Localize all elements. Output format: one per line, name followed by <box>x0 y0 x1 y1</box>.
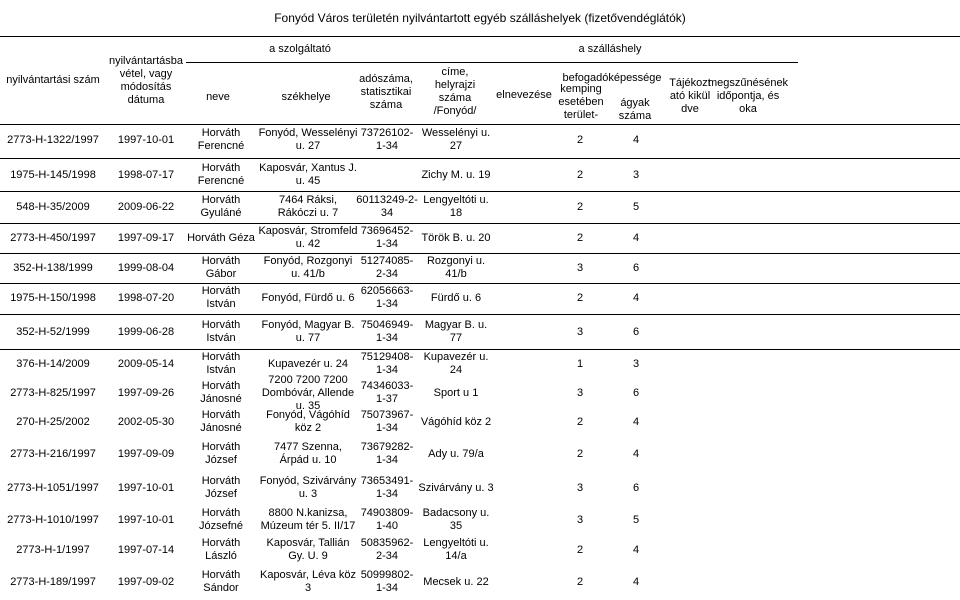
cell-date: 1997-09-26 <box>117 386 175 399</box>
cell-addr: Török B. u. 20 <box>421 231 491 244</box>
cell-name: Horváth István <box>201 319 241 344</box>
cell-reg: 2773-H-450/1997 <box>10 231 96 244</box>
cell-date: 1999-08-04 <box>117 261 175 274</box>
cell-name: Horváth Gyuláné <box>200 194 242 219</box>
row-separator <box>0 314 960 315</box>
cell-a: 3 <box>576 386 584 399</box>
cell-seat: 7200 7200 7200 Dombóvár, Allende u. 35 <box>261 373 355 412</box>
cell-addr: Wesselényi u. 27 <box>421 127 491 152</box>
header-seat: székhelye <box>281 90 331 103</box>
cell-addr: Fürdő u. 6 <box>430 291 482 304</box>
cell-reg: 2773-H-1/1997 <box>16 543 90 556</box>
cell-reg: 2773-H-1010/1997 <box>7 513 99 526</box>
cell-tax: 62056663-1-34 <box>360 285 414 310</box>
cell-name: Horváth Ferencné <box>197 162 245 187</box>
cell-a: 2 <box>576 543 584 556</box>
cell-seat: Kaposvár, Tallián Gy. U. 9 <box>266 537 350 562</box>
cell-date: 1997-10-01 <box>117 481 175 494</box>
header-provider-group: a szolgáltató <box>269 42 331 55</box>
cell-seat: Fonyód, Vágóhíd köz 2 <box>266 409 350 434</box>
cell-seat: Fonyód, Wesselényi u. 27 <box>258 127 358 152</box>
cell-date: 1997-09-09 <box>117 447 175 460</box>
header-accommodation-group: a szálláshely <box>578 42 642 55</box>
cell-name: Horváth József <box>201 475 241 500</box>
cell-addr: Magyar B. u. 77 <box>424 319 488 344</box>
cell-name: Horváth Sándor <box>201 569 241 594</box>
cell-seat: Fonyód, Magyar B. u. 77 <box>261 319 355 344</box>
cell-reg: 352-H-138/1999 <box>13 261 93 274</box>
cell-date: 1999-06-28 <box>117 325 175 338</box>
cell-seat: Fonyód, Fürdő u. 6 <box>261 291 355 304</box>
cell-a: 3 <box>576 481 584 494</box>
header-name: neve <box>206 90 230 103</box>
cell-name: Horváth László <box>201 537 241 562</box>
cell-tax: 75073967-1-34 <box>360 409 414 434</box>
cell-reg: 2773-H-825/1997 <box>10 386 96 399</box>
cell-name: Horváth Jánosné <box>200 380 242 405</box>
cell-a: 2 <box>576 447 584 460</box>
cell-b: 4 <box>632 575 640 588</box>
cell-seat: 8800 N.kanizsa, Múzeum tér 5. II/17 <box>260 507 356 532</box>
cell-b: 6 <box>632 261 640 274</box>
cell-tax <box>356 160 418 190</box>
cell-name: Horváth József <box>201 441 241 466</box>
cell-tax: 60113249-2-34 <box>356 194 418 219</box>
cell-tax: 73679282-1-34 <box>360 441 414 466</box>
header-beds: ágyak száma <box>618 97 652 122</box>
cell-addr: Sport u 1 <box>433 386 479 399</box>
header-reg-number: nyilvántartási szám <box>6 73 100 86</box>
cell-b: 6 <box>632 386 640 399</box>
cell-reg: 270-H-25/2002 <box>16 415 90 428</box>
cell-reg: 376-H-14/2009 <box>16 357 90 370</box>
cell-a: 2 <box>576 415 584 428</box>
cell-tax: 50999802-1-34 <box>360 569 414 594</box>
cell-a: 2 <box>576 291 584 304</box>
cell-tax: 51274085-2-34 <box>360 255 414 280</box>
cell-tax: 73653491-1-34 <box>360 475 414 500</box>
cell-date: 2009-06-22 <box>117 200 175 213</box>
cell-date: 1997-07-14 <box>117 543 175 556</box>
cell-reg: 2773-H-189/1997 <box>10 575 96 588</box>
cell-b: 6 <box>632 325 640 338</box>
cell-seat: 7477 Szenna, Árpád u. 10 <box>274 441 342 466</box>
cell-a: 3 <box>576 513 584 526</box>
cell-date: 1997-10-01 <box>117 513 175 526</box>
header-capacity: befogadóképessége <box>562 71 662 84</box>
cell-date: 1997-09-02 <box>117 575 175 588</box>
cell-name: Horváth Jánosné <box>200 409 242 434</box>
cell-b: 5 <box>632 513 640 526</box>
cell-reg: 2773-H-1051/1997 <box>7 481 99 494</box>
header-termination: megszűnésének időpontja, és oka <box>707 76 789 115</box>
header-capacity-sub: kemping esetében terület- <box>558 83 604 121</box>
cell-tax: 75129408-1-34 <box>360 351 414 376</box>
cell-seat: Fonyód, Rozgonyi u. 41/b <box>263 255 353 280</box>
cell-addr: Lengyeltóti u. 18 <box>423 194 489 219</box>
cell-a: 2 <box>576 133 584 146</box>
cell-a: 3 <box>576 325 584 338</box>
cell-name: Horváth Józsefné <box>198 507 244 532</box>
cell-reg: 352-H-52/1999 <box>16 325 90 338</box>
cell-b: 5 <box>632 200 640 213</box>
cell-seat: 7464 Ráksi, Rákóczi u. 7 <box>277 194 339 219</box>
page-title: Fonyód Város területén nyilvántartott egyéb szálláshelyek (fizetővendéglátók) <box>274 11 686 25</box>
cell-tax: 50835962-2-34 <box>360 537 414 562</box>
cell-seat: Kaposvár, Léva köz 3 <box>259 569 356 594</box>
cell-addr: Ady u. 79/a <box>428 447 484 460</box>
cell-b: 3 <box>632 168 640 181</box>
row-separator <box>0 158 960 159</box>
cell-name: Horváth István <box>201 351 241 376</box>
cell-reg: 2773-H-216/1997 <box>10 447 96 460</box>
cell-date: 2009-05-14 <box>117 357 175 370</box>
cell-reg: 2773-H-1322/1997 <box>7 133 99 146</box>
header-designation: elnevezése <box>496 88 552 101</box>
cell-addr: Badacsony u. 35 <box>422 507 490 532</box>
cell-seat: Fonyód, Szivárvány u. 3 <box>259 475 357 500</box>
cell-b: 4 <box>632 543 640 556</box>
cell-addr: Szivárvány u. 3 <box>418 481 494 494</box>
cell-a: 2 <box>576 231 584 244</box>
cell-addr: Zichy M. u. 19 <box>421 168 491 181</box>
cell-seat: Kupavezér u. 24 <box>267 357 349 370</box>
cell-date: 1997-09-17 <box>117 231 175 244</box>
cell-addr: Kupavezér u. 24 <box>423 351 489 376</box>
cell-a: 1 <box>576 357 584 370</box>
cell-name: Horváth István <box>201 285 241 310</box>
cell-date: 1998-07-17 <box>117 168 175 181</box>
cell-date: 2002-05-30 <box>117 415 175 428</box>
cell-b: 6 <box>632 481 640 494</box>
cell-b: 4 <box>632 415 640 428</box>
cell-addr: Mecsek u. 22 <box>423 575 489 588</box>
cell-name: Horváth Géza <box>187 231 255 244</box>
cell-tax: 74346033-1-37 <box>360 380 414 405</box>
cell-tax: 73696452-1-34 <box>360 225 414 250</box>
cell-tax: 74903809-1-40 <box>360 507 414 532</box>
cell-a: 3 <box>576 261 584 274</box>
cell-reg: 548-H-35/2009 <box>16 200 90 213</box>
cell-a: 2 <box>576 200 584 213</box>
cell-addr: Rozgonyi u. 41/b <box>426 255 486 280</box>
cell-b: 4 <box>632 231 640 244</box>
cell-addr: Vágóhíd köz 2 <box>420 415 492 428</box>
cell-tax: 73726102-1-34 <box>360 127 414 152</box>
cell-seat: Kaposvár, Xantus J. u. 45 <box>259 162 357 187</box>
header-tax: adószáma, statisztikai száma <box>359 72 413 111</box>
header-reg-date: nyilvántartásba vétel, vagy módosítás dátuma <box>109 55 183 106</box>
cell-name: Horváth Gábor <box>201 255 241 280</box>
cell-b: 4 <box>632 291 640 304</box>
cell-seat: Kaposvár, Stromfeld u. 42 <box>258 225 358 250</box>
header-address: címe, helyrajzi száma /Fonyód/ <box>433 66 477 117</box>
cell-date: 1998-07-20 <box>117 291 175 304</box>
cell-b: 3 <box>632 357 640 370</box>
cell-date: 1997-10-01 <box>117 133 175 146</box>
cell-reg: 1975-H-145/1998 <box>10 168 96 181</box>
cell-a: 2 <box>576 168 584 181</box>
cell-b: 4 <box>632 133 640 146</box>
cell-b: 4 <box>632 447 640 460</box>
cell-a: 2 <box>576 575 584 588</box>
cell-reg: 1975-H-150/1998 <box>10 291 96 304</box>
cell-name: Horváth Ferencné <box>197 127 245 152</box>
cell-tax: 75046949-1-34 <box>360 319 414 344</box>
header-info: Tájékoztató kiküldve <box>669 76 711 115</box>
cell-addr: Lengyeltóti u. 14/a <box>423 537 489 562</box>
